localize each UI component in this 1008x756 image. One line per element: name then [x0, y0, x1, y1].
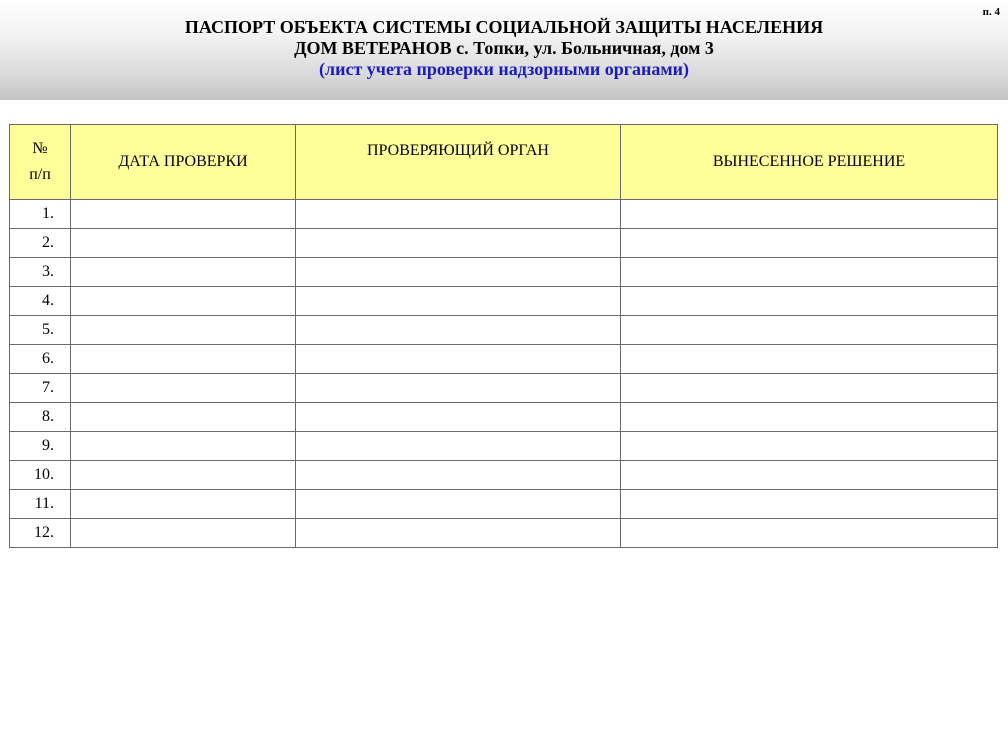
date-cell[interactable] [71, 345, 296, 374]
decision-cell[interactable] [621, 345, 998, 374]
date-cell[interactable] [71, 316, 296, 345]
date-cell[interactable] [71, 519, 296, 548]
date-cell[interactable] [71, 432, 296, 461]
column-header-number [10, 125, 71, 200]
row-number-cell: 10. [10, 461, 71, 490]
table-row [10, 490, 998, 519]
organ-cell[interactable] [296, 519, 621, 548]
decision-cell[interactable] [621, 287, 998, 316]
row-number-cell: 12. [10, 519, 71, 548]
date-cell[interactable] [71, 461, 296, 490]
decision-cell[interactable] [621, 374, 998, 403]
column-header-decision: ВЫНЕСЕННОЕ РЕШЕНИЕ [621, 125, 998, 200]
decision-cell[interactable] [621, 490, 998, 519]
organ-cell[interactable] [296, 287, 621, 316]
row-number-cell: 8. [10, 403, 71, 432]
row-number-cell: 9. [10, 432, 71, 461]
title-line-1: ПАСПОРТ ОБЪЕКТА СИСТЕМЫ СОЦИАЛЬНОЙ ЗАЩИТЫ НАСЕЛЕНИЯ [184, 17, 824, 37]
decision-cell[interactable] [621, 519, 998, 548]
title-line-2: ДОМ ВЕТЕРАНОВ с. Топки, ул. Больничная, дом 3 [294, 38, 714, 58]
table-header-row [10, 125, 998, 200]
row-number-cell: 2. [10, 229, 71, 258]
decision-cell[interactable] [621, 461, 998, 490]
organ-cell[interactable] [296, 432, 621, 461]
organ-cell[interactable] [296, 374, 621, 403]
date-cell[interactable] [71, 200, 296, 229]
date-cell[interactable] [71, 258, 296, 287]
decision-cell[interactable] [621, 258, 998, 287]
organ-cell[interactable] [296, 258, 621, 287]
organ-cell[interactable] [296, 461, 621, 490]
date-cell[interactable] [71, 287, 296, 316]
decision-cell[interactable] [621, 432, 998, 461]
row-number-cell: 4. [10, 287, 71, 316]
table-row [10, 461, 998, 490]
organ-cell[interactable] [296, 403, 621, 432]
date-cell[interactable] [71, 229, 296, 258]
column-header-date: ДАТА ПРОВЕРКИ [71, 125, 296, 200]
page-number: п. 4 [982, 6, 1000, 18]
row-number-cell: 3. [10, 258, 71, 287]
decision-cell[interactable] [621, 200, 998, 229]
page-title [0, 17, 1008, 80]
decision-cell[interactable] [621, 316, 998, 345]
decision-cell[interactable] [621, 229, 998, 258]
date-cell[interactable] [71, 374, 296, 403]
table-row [10, 519, 998, 548]
table-row [10, 432, 998, 461]
table-row [10, 316, 998, 345]
organ-cell[interactable] [296, 200, 621, 229]
column-header-number-line1: № [32, 140, 48, 157]
organ-cell[interactable] [296, 345, 621, 374]
date-cell[interactable] [71, 403, 296, 432]
table-row [10, 403, 998, 432]
date-cell[interactable] [71, 490, 296, 519]
decision-cell[interactable] [621, 403, 998, 432]
inspection-log-table [9, 124, 998, 548]
row-number-cell: 6. [10, 345, 71, 374]
table-row [10, 374, 998, 403]
table-row [10, 287, 998, 316]
column-header-organ: ПРОВЕРЯЮЩИЙ ОРГАН [296, 125, 621, 200]
organ-cell[interactable] [296, 316, 621, 345]
title-subtitle: (лист учета проверки надзорными органами) [319, 59, 689, 79]
row-number-cell: 11. [10, 490, 71, 519]
table-row [10, 229, 998, 258]
row-number-cell: 5. [10, 316, 71, 345]
row-number-cell: 7. [10, 374, 71, 403]
organ-cell[interactable] [296, 229, 621, 258]
table-row [10, 258, 998, 287]
column-header-number-line2: п/п [29, 166, 51, 183]
table-row [10, 200, 998, 229]
row-number-cell: 1. [10, 200, 71, 229]
organ-cell[interactable] [296, 490, 621, 519]
table-row [10, 345, 998, 374]
